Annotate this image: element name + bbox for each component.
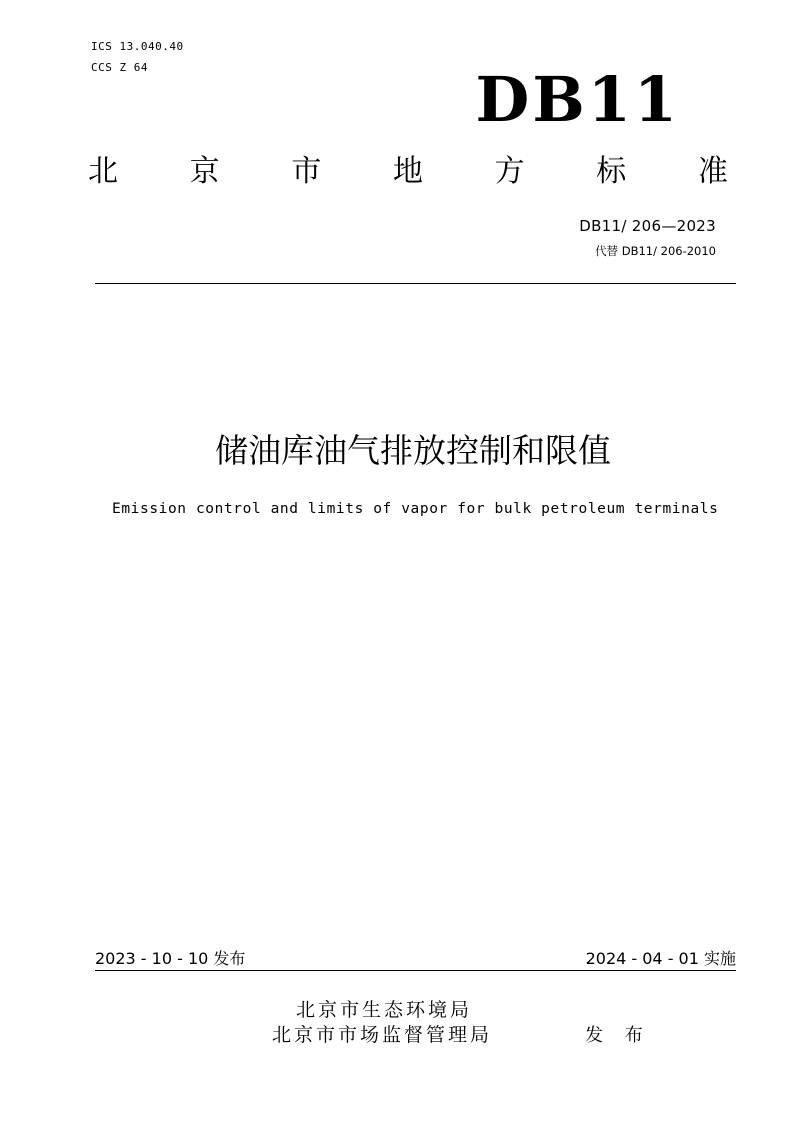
implementation-date: 2024 - 04 - 01 实施	[585, 949, 736, 968]
standard-category	[88, 150, 728, 194]
db-logo: DB11	[475, 63, 680, 136]
issuer-market-bureau: 北京市市场监督管理局	[272, 1024, 493, 1046]
category-char: 北	[88, 154, 118, 189]
ccs-code: CCS Z 64	[91, 61, 148, 74]
category-char: 市	[291, 154, 322, 189]
category-char: 方	[494, 154, 525, 189]
category-char: 准	[697, 154, 728, 189]
category-char: 京	[189, 154, 220, 189]
title-chinese: 储油库油气排放控制和限值	[215, 431, 611, 470]
release-label: 发 布	[585, 1025, 651, 1046]
ics-code: ICS 13.040.40	[91, 40, 184, 53]
category-char: 标	[596, 154, 627, 189]
issue-date: 2023 - 10 - 10 发布	[95, 949, 246, 968]
title-english: Emission control and limits of vapor for bulk petroleum terminals	[112, 501, 719, 517]
header-divider	[95, 283, 736, 284]
issuer-ecology-bureau: 北京市生态环境局	[296, 999, 473, 1021]
replaces-standard: 代替 DB11/ 206-2010	[595, 244, 716, 258]
footer-divider	[95, 970, 736, 971]
category-char: 地	[392, 154, 423, 189]
standard-number: DB11/ 206—2023	[579, 217, 716, 235]
